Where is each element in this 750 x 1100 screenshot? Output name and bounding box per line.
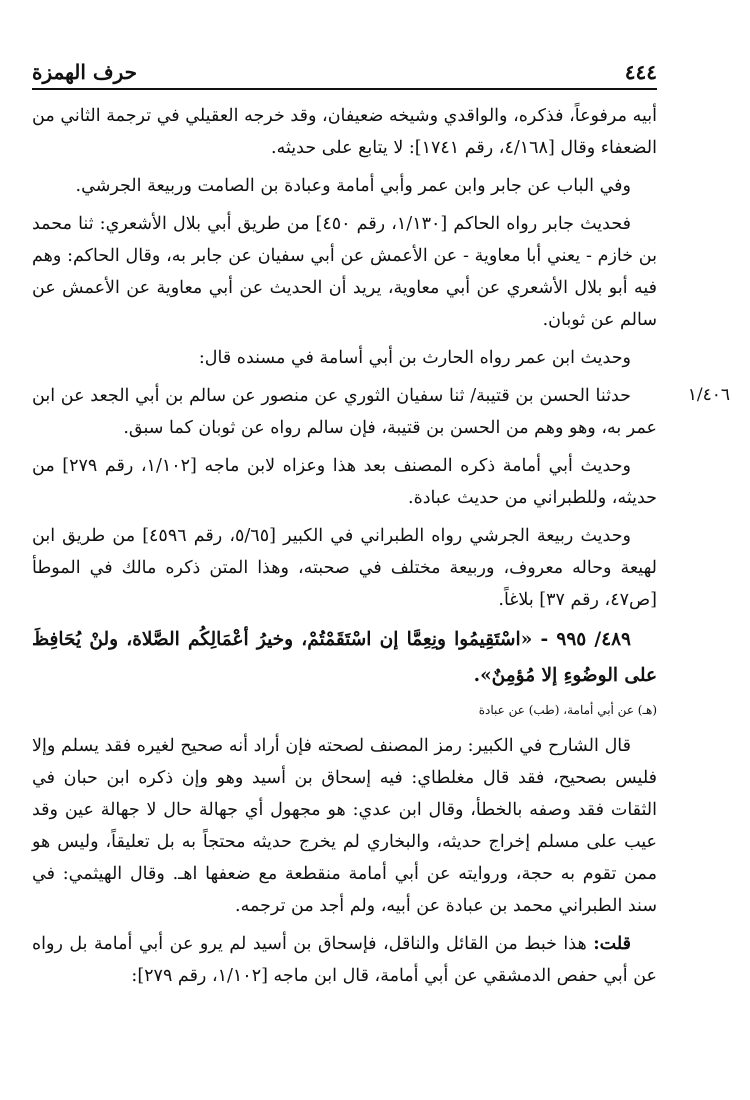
chapter-title: حرف الهمزة (32, 60, 138, 84)
paragraph-1: أبيه مرفوعاً، فذكره، والواقدي وشيخه ضعيفان، وقد خرجه العقيلي في ترجمة الثاني من الضعفاء وقال [٤/١٦٨، رقم ١٧٤١]: لا يتابع على حديثه. (32, 106, 657, 158)
paragraph-5: حدثنا الحسن بن قتيبة/ ثنا سفيان الثوري عن منصور عن سالم بن أبي الجعد عن ابن عمر به، وهو وهم من الحسن بن قتيبة، فإن سالم رواه عن ثوبان كما سبق. (32, 386, 657, 438)
qult-text: هذا خبط من القائل والناقل، فإسحاق بن أسيد لم يرو عن أبي أمامة بل رواه عن أبي حفص الدمشقي عن أبي أمامة، قال ابن ماجه [١/١٠٢، رقم ٢٧٩]: (32, 934, 657, 986)
commentary-paragraph: قال الشارح في الكبير: رمز المصنف لصحته فإن أراد أنه صحيح لغيره فقد يسلم وإلا فليس بصحيح، فقد قال مغلطاي: فيه إسحاق بن أسيد وهو وإن ذكره ابن حبان في الثقات فقد وصفه بالخطأ، وقال ابن عدي: هو مجهول أي جهالة حال لا جهالة عين وقد عيب على مسلم إخراج حديثه، والبخاري لم يخرج حديثه محتجاً به بل تعليقاً، وليس هو ممن تقوم به حجة، وروايته عن أبي أمامة منقطعة مع ضعفها اهـ. وقال الهيثمي: في سند الطبراني محمد بن عبادة عن أبيه، ولم أجد من ترجمه. (32, 736, 657, 916)
paragraph-4: وحديث ابن عمر رواه الحارث بن أبي أسامة في مسنده قال: (198, 348, 631, 368)
page-number: ٤٤٤ (624, 60, 657, 84)
paragraph-6: وحديث أبي أمامة ذكره المصنف بعد هذا وعزاه لابن ماجه [١/١٠٢، رقم ٢٧٩] من حديثه، وللطبراني من حديث عبادة. (32, 456, 657, 508)
hadith-source: (هـ) عن أبي أمامة، (طب) عن عبادة (478, 703, 657, 717)
page-content (32, 100, 657, 998)
page-header (32, 48, 657, 90)
qult-label: قلت: (593, 934, 631, 954)
hadith-text: ٤٨٩/ ٩٩٥ - «اسْتَقِيمُوا ونِعِمَّا إن اسْتَقَمْتُمْ، وخيرُ أعْمَالِكُم الصَّلاة، ولنْ يُحَافِظَ على الوضُوءِ إلا مُؤمِنٌ». (32, 629, 657, 686)
margin-reference: ١/٤٠٦ (687, 385, 730, 405)
qult-paragraph (32, 928, 657, 992)
paragraph-7: وحديث ربيعة الجرشي رواه الطبراني في الكبير [٥/٦٥، رقم ٤٥٩٦] من طريق ابن لهيعة وحاله معروف، وربيعة مختلف في صحبته، وهذا المتن ذكره مالك في الموطأ [ص٤٧، رقم ٣٧] بلاغاً. (32, 526, 657, 610)
paragraph-2: وفي الباب عن جابر وابن عمر وأبي أمامة وعبادة بن الصامت وربيعة الجرشي. (75, 176, 631, 196)
paragraph-3: فحديث جابر رواه الحاكم [١/١٣٠، رقم ٤٥٠] من طريق أبي بلال الأشعري: ثنا محمد بن خازم - يعني أبا معاوية - عن الأعمش عن أبي سفيان عن جابر به، وقال الحاكم: وهم فيه أبو بلال الأشعري عن أبي معاوية، يريد أن الحديث عن أبي معاوية عن الأعمش عن سالم عن ثوبان. (32, 214, 657, 330)
